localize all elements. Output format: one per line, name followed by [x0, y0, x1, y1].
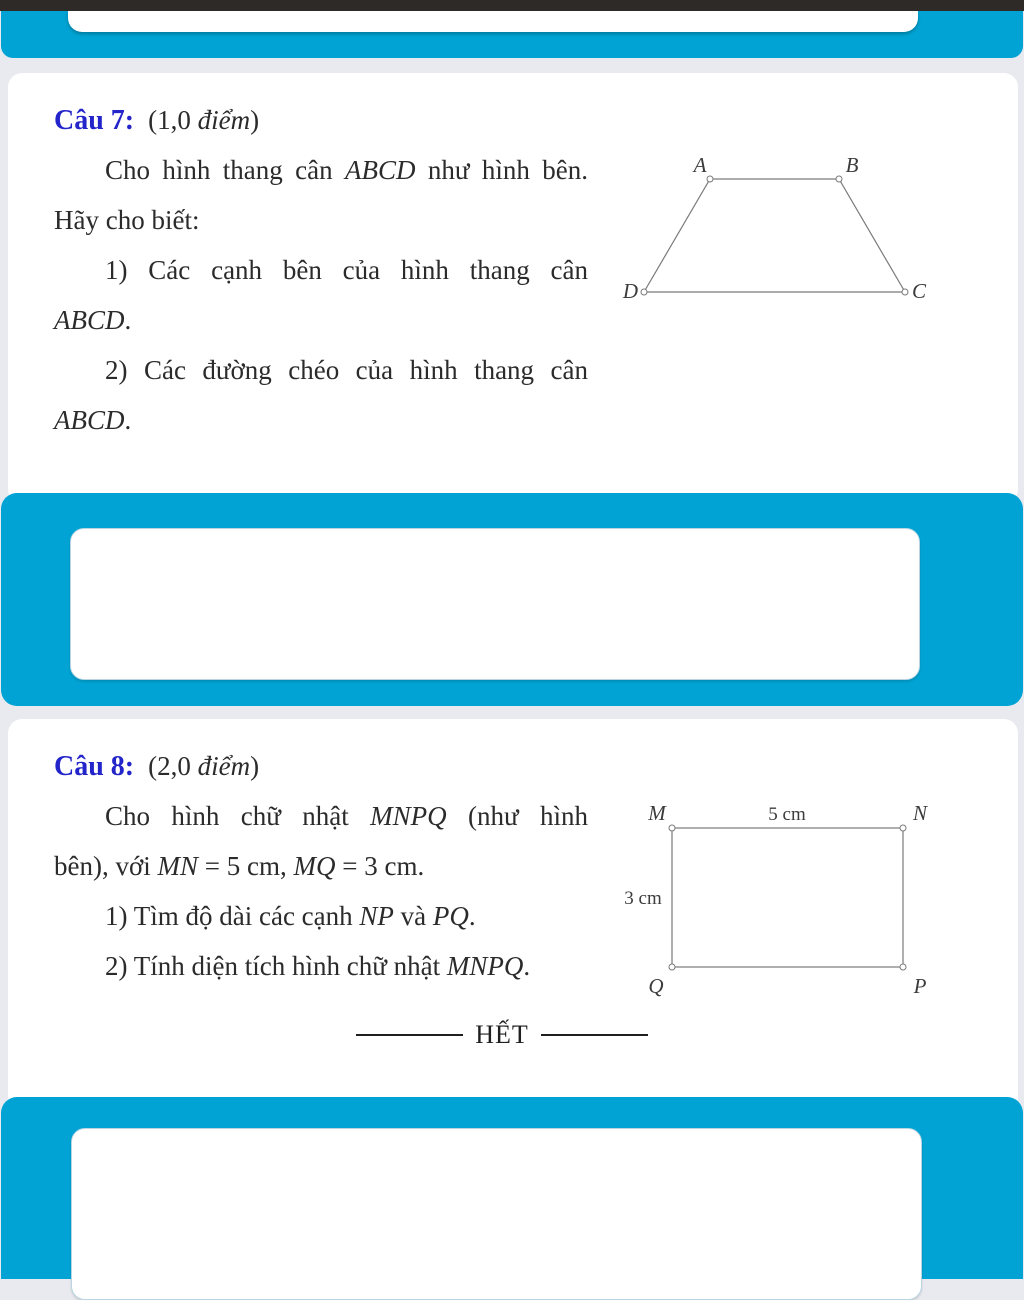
vertex-n-label: N [912, 801, 928, 825]
question-7-points: (1,0 điểm) [148, 105, 260, 135]
vertex-b-dot [836, 176, 842, 182]
question-7-answer-box[interactable] [70, 528, 920, 680]
vertex-m-dot [669, 825, 675, 831]
end-rule-left [356, 1034, 463, 1036]
vertex-c-dot [902, 289, 908, 295]
question-8-text [54, 741, 588, 991]
height-dimension-label: 3 cm [624, 888, 662, 909]
vertex-m-label: M [648, 801, 666, 825]
question-7-card [8, 73, 1018, 503]
question-7-text [54, 95, 588, 445]
question-8-line-3: 1) Tìm độ dài các cạnh NP và PQ. [105, 901, 476, 931]
vertex-p-label: P [913, 974, 927, 998]
trapezoid-outline [644, 179, 905, 292]
question-8-answer-box[interactable] [71, 1128, 922, 1300]
vertex-q-dot [669, 964, 675, 970]
question-7-line-6: ABCD. [54, 405, 132, 435]
top-answer-box-partial[interactable] [68, 11, 918, 32]
question-7-line-5: 2) Các đường chéo của hình thang cân [105, 355, 588, 385]
trapezoid-figure [600, 140, 1016, 320]
question-8-number: Câu 8: [54, 751, 135, 782]
question-7-heading [54, 95, 588, 145]
question-7-line-4: ABCD. [54, 305, 132, 335]
vertex-c-label: C [912, 279, 927, 303]
vertex-p-dot [900, 964, 906, 970]
vertex-b-label: B [845, 153, 859, 177]
question-8-line-1: Cho hình chữ nhật MNPQ (như hình [105, 801, 588, 831]
question-7-number: Câu 7: [54, 105, 135, 136]
question-7-line-2: Hãy cho biết: [54, 205, 200, 235]
question-8-points: (2,0 điểm) [148, 751, 260, 781]
status-bar [0, 0, 1024, 11]
vertex-d-dot [641, 289, 647, 295]
question-7-line-3: 1) Các cạnh bên của hình thang cân [105, 255, 588, 285]
question-8-line-4: 2) Tính diện tích hình chữ nhật MNPQ. [105, 951, 531, 981]
rectangle-figure [610, 790, 1024, 1010]
vertex-d-label: D [622, 279, 638, 303]
question-8-line-2: bên), với MN = 5 cm, MQ = 3 cm. [54, 851, 425, 881]
vertex-q-label: Q [648, 974, 664, 998]
vertex-n-dot [900, 825, 906, 831]
rectangle-outline [672, 828, 903, 967]
end-of-exam-label: HẾT [475, 1020, 529, 1049]
end-rule-right [541, 1034, 648, 1036]
question-7-line-1: Cho hình thang cân ABCD như hình bên. [105, 155, 588, 185]
question-8-heading [54, 741, 588, 791]
vertex-a-dot [707, 176, 713, 182]
question-8-card [8, 719, 1018, 1111]
end-of-exam-row [356, 1013, 648, 1057]
vertex-a-label: A [693, 153, 707, 177]
width-dimension-label: 5 cm [768, 804, 806, 825]
